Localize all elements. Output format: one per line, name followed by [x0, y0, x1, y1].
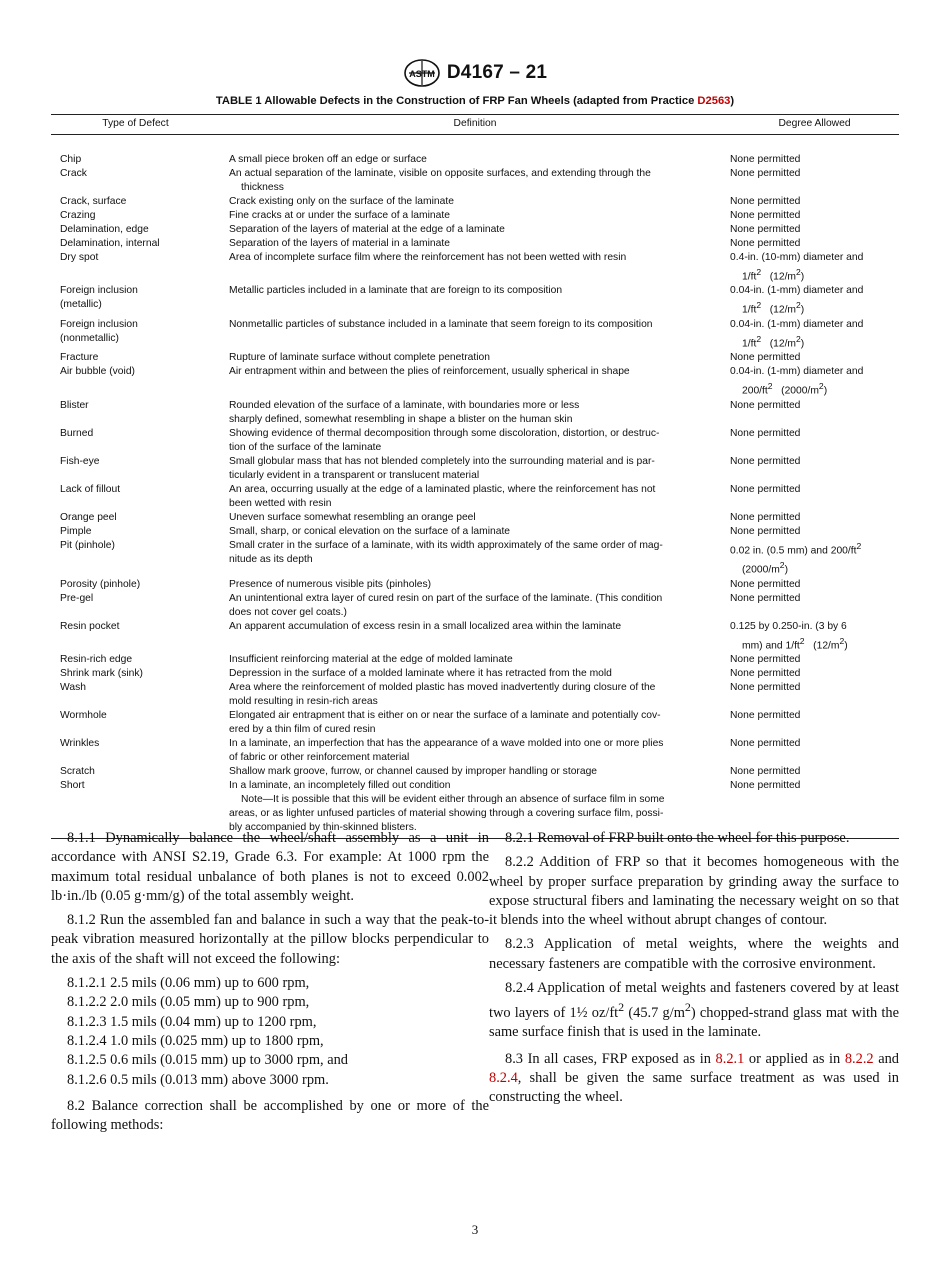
degree-allowed: None permitted	[730, 168, 801, 179]
defect-definition	[220, 592, 730, 620]
defect-type: Crack	[60, 168, 87, 179]
degree-allowed	[730, 318, 899, 351]
definition-line: mold resulting in resin-rich areas	[229, 695, 378, 707]
defect-definition	[220, 539, 730, 578]
degree-allowed	[730, 620, 899, 653]
defect-type: Crack, surface	[60, 196, 127, 207]
defect-definition: Depression in the surface of a molded laminate where it has retracted from the mold	[229, 667, 612, 679]
table-row	[51, 455, 899, 483]
standard-designation: D4167 – 21	[446, 62, 548, 83]
table-row	[51, 251, 899, 284]
degree-line	[730, 332, 899, 351]
defect-type: Wormhole	[60, 709, 107, 721]
paragraph-8-1-1: 8.1.1 Dynamically balance the wheel/shaft assembly as a unit in accordance with ANSI S2.19, Grade 6.3. For example: At 1000 rpm the maximum total residual unbalance of both planes is not to exceed 0.002 lb·in./lb (0.05 g·mm/g) of the total assembly weight.	[51, 830, 489, 904]
type-line: Foreign inclusion	[60, 318, 138, 330]
superscript: 2	[796, 333, 801, 344]
note-line: areas, or as lighter unfused particles of material showing through a covering surface film, possi-	[229, 807, 664, 819]
paragraph-text: , shall be given the same surface treatment as was used in constructing the wheel.	[489, 1070, 899, 1106]
note-line: bly accompanied by thin-skinned blisters.	[229, 821, 417, 833]
superscript: 2	[684, 1000, 691, 1015]
degree-line: 0.4-in. (10-mm) diameter and	[730, 252, 864, 263]
defect-definition	[220, 483, 730, 511]
degree-line: 0.04-in. (1-mm) diameter and	[730, 366, 864, 378]
definition-line: thickness	[241, 182, 284, 193]
paragraph-8-2-2: 8.2.2 Addition of FRP so that it becomes homogeneous with the wheel by proper surface preparation by grinding away the surface to expose structural fibers and laminating the necessary weight on so that it blends into the wheel without abrupt changes of contour.	[489, 854, 899, 929]
paragraph-8-2: 8.2 Balance correction shall be accomplished by one or more of the following methods:	[51, 1097, 489, 1134]
definition-line: nitude as its depth	[229, 553, 313, 565]
defect-definition: Presence of numerous visible pits (pinholes)	[229, 578, 432, 590]
list-item: 8.1.2.4 1.0 mils (0.025 mm) up to 1800 rpm,	[67, 1032, 324, 1049]
definition-line: An area, occurring usually at the edge of a laminated plastic, where the reinforcement has not	[229, 483, 656, 495]
note-line: Note—It is possible that this will be evident either through an absence of surface film in some	[241, 793, 665, 805]
degree-allowed: None permitted	[730, 224, 801, 235]
superscript: 2	[796, 300, 801, 311]
degree-line	[730, 298, 899, 317]
degree-allowed: None permitted	[730, 525, 801, 537]
paragraph-text: 8.3 In all cases, FRP exposed as in	[505, 1050, 716, 1067]
defect-type: Short	[51, 779, 220, 839]
defect-type: Resin-rich edge	[60, 653, 133, 665]
degree-allowed: None permitted	[730, 352, 801, 364]
definition-line: Rounded elevation of the surface of a laminate, with boundaries more or less	[229, 399, 580, 411]
degree-allowed: None permitted	[730, 667, 801, 679]
table-header-row	[51, 115, 899, 135]
type-line: (nonmetallic)	[60, 332, 119, 344]
defect-definition	[220, 399, 730, 427]
definition-line: Small crater in the surface of a laminate, with its width approximately of the same order of mag-	[229, 539, 663, 551]
defect-type: Wrinkles	[60, 737, 100, 749]
degree-allowed: None permitted	[730, 511, 801, 523]
degree-allowed: None permitted	[730, 653, 801, 665]
type-line: Foreign inclusion	[60, 285, 138, 297]
superscript: 2	[839, 635, 845, 646]
table-row	[51, 539, 899, 578]
degree-line	[730, 634, 899, 653]
superscript: 2	[756, 267, 762, 277]
table-row	[51, 318, 899, 351]
degree-text: 1/ft	[742, 338, 757, 350]
defect-type: Shrink mark (sink)	[60, 667, 143, 679]
defect-definition: Separation of the layers of material in a laminate	[229, 238, 450, 249]
table-row	[51, 483, 899, 511]
defect-definition: Insufficient reinforcing material at the edge of molded laminate	[229, 653, 513, 665]
table-row	[51, 765, 899, 779]
definition-line: Area where the reinforcement of molded plastic has moved inadvertently during closure of the	[229, 681, 656, 693]
definition-line: of fabric or other reinforcement material	[229, 751, 410, 763]
type-line: (metallic)	[60, 299, 102, 311]
document-header	[0, 58, 950, 88]
list-item: 8.1.2.6 0.5 mils (0.013 mm) above 3000 rpm.	[67, 1071, 329, 1088]
degree-allowed: None permitted	[730, 483, 801, 495]
degree-line	[730, 558, 899, 577]
degree-line: 0.04-in. (1-mm) diameter and	[730, 318, 864, 330]
degree-line	[730, 265, 899, 284]
paragraph-text: or applied as in	[744, 1050, 845, 1067]
definition-line: does not cover gel coats.)	[229, 606, 347, 618]
degree-text: 200/ft	[742, 385, 768, 397]
list-item: 8.1.2.5 0.6 mils (0.015 mm) up to 3000 rpm, and	[67, 1052, 349, 1069]
degree-text: )	[844, 639, 848, 651]
defect-type: Burned	[60, 427, 94, 439]
defect-type: Wash	[60, 681, 86, 693]
paragraph-8-3	[489, 1050, 899, 1108]
astm-logo-icon	[403, 58, 441, 88]
degree-allowed	[730, 284, 899, 317]
defect-definition: Fine cracks at or under the surface of a laminate	[229, 210, 450, 221]
definition-line: been wetted with resin	[229, 497, 332, 509]
defect-definition: Area of incomplete surface film where the reinforcement has not been wetted with resin	[229, 252, 627, 263]
degree-text: )	[823, 385, 828, 397]
superscript: 2	[818, 381, 824, 392]
table-row	[51, 223, 899, 237]
definition-line: In a laminate, an imperfection that has the appearance of a wave molded into one or more plies	[229, 737, 664, 749]
paragraph-text: 8.2.4 Application of metal weights and fasteners covered by at least two layers of 1½ oz/ft	[489, 980, 899, 1022]
table-row	[51, 237, 899, 251]
paragraph-8-1-2: 8.1.2 Run the assembled fan and balance in such a way that the peak-to-peak vibration measured horizontally at the pillow blocks perpendicular to the axis of the shaft will not exceed the following:	[51, 912, 489, 967]
degree-text: (12/m	[769, 304, 797, 316]
degree-line: 0.04-in. (1-mm) diameter and	[730, 285, 864, 297]
degree-allowed	[730, 365, 899, 398]
column-header-type: Type of Defect	[51, 115, 220, 135]
table-row	[51, 681, 899, 709]
table-row	[51, 284, 899, 317]
degree-text: (12/m	[813, 639, 840, 651]
defect-definition: A small piece broken off an edge or surface	[229, 154, 427, 165]
table-title-close: )	[730, 95, 735, 107]
column-header-degree: Degree Allowed	[730, 115, 899, 135]
definition-line: In a laminate, an incompletely filled out condition	[229, 779, 451, 791]
superscript: 2	[767, 381, 773, 392]
defect-definition: Small, sharp, or conical elevation on the surface of a laminate	[229, 525, 511, 537]
paragraph-text: and	[873, 1050, 900, 1067]
degree-allowed: None permitted	[730, 154, 801, 165]
right-text-column	[489, 829, 899, 1113]
d2563-reference-link[interactable]: D2563	[697, 95, 731, 107]
degree-allowed: None permitted	[730, 210, 801, 221]
degree-allowed: None permitted	[730, 238, 801, 249]
table-row	[51, 135, 899, 168]
table-row	[51, 427, 899, 455]
table-row	[51, 592, 899, 620]
table-row	[51, 365, 899, 398]
defect-definition: Metallic particles included in a laminate that are foreign to its composition	[229, 285, 563, 297]
degree-text: )	[800, 271, 805, 283]
degree-line	[730, 379, 899, 398]
degree-text: mm) and 1/ft	[742, 639, 800, 651]
defect-definition: Separation of the layers of material at the edge of a laminate	[229, 224, 505, 235]
superscript: 2	[799, 635, 805, 646]
degree-allowed: None permitted	[730, 681, 801, 693]
superscript: 2	[756, 333, 762, 344]
xref-8-2-1-link[interactable]: 8.2.1	[715, 1050, 745, 1067]
defect-type: Blister	[60, 399, 89, 411]
defect-type: Crazing	[60, 210, 96, 221]
definition-line: ered by a thin film of cured resin	[229, 723, 376, 735]
table-row	[51, 399, 899, 427]
degree-line: 0.125 by 0.250-in. (3 by 6	[730, 620, 847, 632]
defect-type: Porosity (pinhole)	[60, 578, 141, 590]
table-row	[51, 667, 899, 681]
page-number: 3	[471, 1222, 479, 1237]
table-row	[51, 578, 899, 592]
defect-definition: Air entrapment within and between the plies of reinforcement, usually spherical in shape	[229, 366, 630, 378]
defect-type: Delamination, internal	[60, 238, 160, 249]
defect-definition	[220, 681, 730, 709]
table-title-text: TABLE 1 Allowable Defects in the Construction of FRP Fan Wheels (adapted from Practice	[215, 95, 698, 107]
paragraph-8-2-3: 8.2.3 Application of metal weights, where the weights and necessary fasteners are compatible with the corrosive environment.	[489, 936, 899, 972]
superscript: 2	[779, 560, 785, 571]
paragraph-text: (45.7 g/m	[624, 1005, 685, 1022]
defect-type: Resin pocket	[60, 620, 120, 632]
degree-allowed: None permitted	[730, 196, 801, 207]
superscript: 2	[618, 1000, 625, 1015]
table-row	[51, 195, 899, 209]
degree-text: 0.02 in. (0.5 mm) and 200/ft	[730, 545, 857, 557]
defect-type: Delamination, edge	[60, 224, 149, 235]
xref-8-2-4-link[interactable]: 8.2.4	[489, 1070, 518, 1087]
defect-type	[51, 284, 220, 317]
table-row	[51, 209, 899, 223]
degree-allowed: None permitted	[730, 578, 801, 590]
defect-type: Lack of fillout	[60, 483, 121, 495]
degree-allowed: None permitted	[730, 765, 801, 777]
paragraph-text: ) chopped-strand glass mat with the same surface finish that is used in the laminate.	[489, 1005, 899, 1041]
definition-line: tion of the surface of the laminate	[229, 441, 382, 453]
table-row	[51, 167, 899, 195]
defect-type: Chip	[60, 154, 82, 165]
column-header-definition: Definition	[220, 115, 730, 135]
degree-text: )	[800, 304, 805, 316]
table-row	[51, 620, 899, 653]
defect-definition: Shallow mark groove, furrow, or channel caused by improper handling or storage	[229, 765, 598, 777]
degree-text: )	[784, 564, 788, 576]
defect-type: Fish-eye	[60, 455, 100, 467]
defect-type: Air bubble (void)	[60, 366, 135, 378]
svg-text:ASTM: ASTM	[409, 69, 435, 79]
list-item: 8.1.2.2 2.0 mils (0.05 mm) up to 900 rpm,	[67, 994, 310, 1011]
degree-text: (12/m	[769, 338, 797, 350]
table-row	[51, 709, 899, 737]
degree-allowed: None permitted	[730, 427, 801, 439]
paragraph-8-2-4	[489, 979, 899, 1043]
defect-type	[51, 318, 220, 351]
degree-allowed: None permitted	[730, 399, 801, 411]
table-row	[51, 525, 899, 539]
defect-type: Pimple	[60, 525, 92, 537]
degree-allowed: None permitted	[730, 592, 801, 604]
table-row	[51, 351, 899, 365]
xref-8-2-2-link[interactable]: 8.2.2	[844, 1050, 874, 1067]
defect-type: Fracture	[60, 352, 99, 364]
definition-line: An actual separation of the laminate, visible on opposite surfaces, and extending through the	[229, 168, 651, 179]
degree-allowed: None permitted	[730, 779, 899, 839]
definition-line: ticularly evident in a transparent or translucent material	[229, 469, 480, 481]
defect-definition: Uneven surface somewhat resembling an orange peel	[229, 511, 476, 523]
list-item: 8.1.2.3 1.5 mils (0.04 mm) up to 1200 rpm,	[67, 1013, 317, 1030]
defect-definition: Rupture of laminate surface without complete penetration	[229, 352, 491, 364]
definition-line: An unintentional extra layer of cured resin on part of the surface of the laminate. (This condition	[229, 592, 663, 604]
definition-line: sharply defined, somewhat resembling in shape a blister on the human skin	[229, 413, 573, 425]
list-item: 8.1.2.1 2.5 mils (0.06 mm) up to 600 rpm,	[67, 975, 310, 992]
degree-allowed: None permitted	[730, 709, 801, 721]
defect-type: Dry spot	[60, 252, 99, 263]
degree-line	[730, 539, 899, 558]
degree-text: (2000/m	[781, 385, 819, 397]
table-row	[51, 511, 899, 525]
left-text-column	[51, 829, 489, 1140]
defect-type: Pre-gel	[60, 592, 94, 604]
degree-text: (12/m	[769, 271, 797, 283]
defect-definition: An apparent accumulation of excess resin in a small localized area within the laminate	[229, 620, 622, 632]
table-row	[51, 737, 899, 765]
definition-line: Showing evidence of thermal decomposition through some discoloration, distortion, or destruc-	[229, 427, 660, 439]
defect-definition: Nonmetallic particles of substance included in a laminate that seem foreign to its composition	[229, 318, 653, 330]
table-title	[0, 95, 950, 107]
degree-allowed	[730, 539, 899, 578]
superscript: 2	[756, 300, 762, 311]
superscript: 2	[796, 267, 801, 277]
defect-type: Scratch	[60, 765, 95, 777]
defect-type: Orange peel	[60, 511, 117, 523]
degree-text: (2000/m	[742, 564, 780, 576]
superscript: 2	[856, 540, 862, 551]
defects-table	[51, 114, 899, 839]
degree-text: 1/ft	[742, 304, 757, 316]
degree-allowed	[730, 251, 899, 284]
defect-definition	[220, 737, 730, 765]
paragraph-8-2-1: 8.2.1 Removal of FRP built onto the wheel for this purpose.	[505, 830, 850, 846]
defect-definition: Crack existing only on the surface of the laminate	[229, 196, 454, 207]
defect-definition	[220, 455, 730, 483]
table-row	[51, 653, 899, 667]
degree-text: 1/ft	[742, 271, 757, 283]
degree-allowed: None permitted	[730, 455, 801, 467]
defect-type: Pit (pinhole)	[60, 539, 115, 551]
defect-definition	[220, 167, 730, 195]
definition-line: Small globular mass that has not blended completely into the surrounding material and is par-	[229, 455, 655, 467]
definition-line: Elongated air entrapment that is either on or near the surface of a laminate and potentially cov-	[229, 709, 661, 721]
degree-allowed: None permitted	[730, 737, 801, 749]
defect-definition	[220, 709, 730, 737]
defect-definition	[220, 427, 730, 455]
degree-text: )	[800, 338, 805, 350]
